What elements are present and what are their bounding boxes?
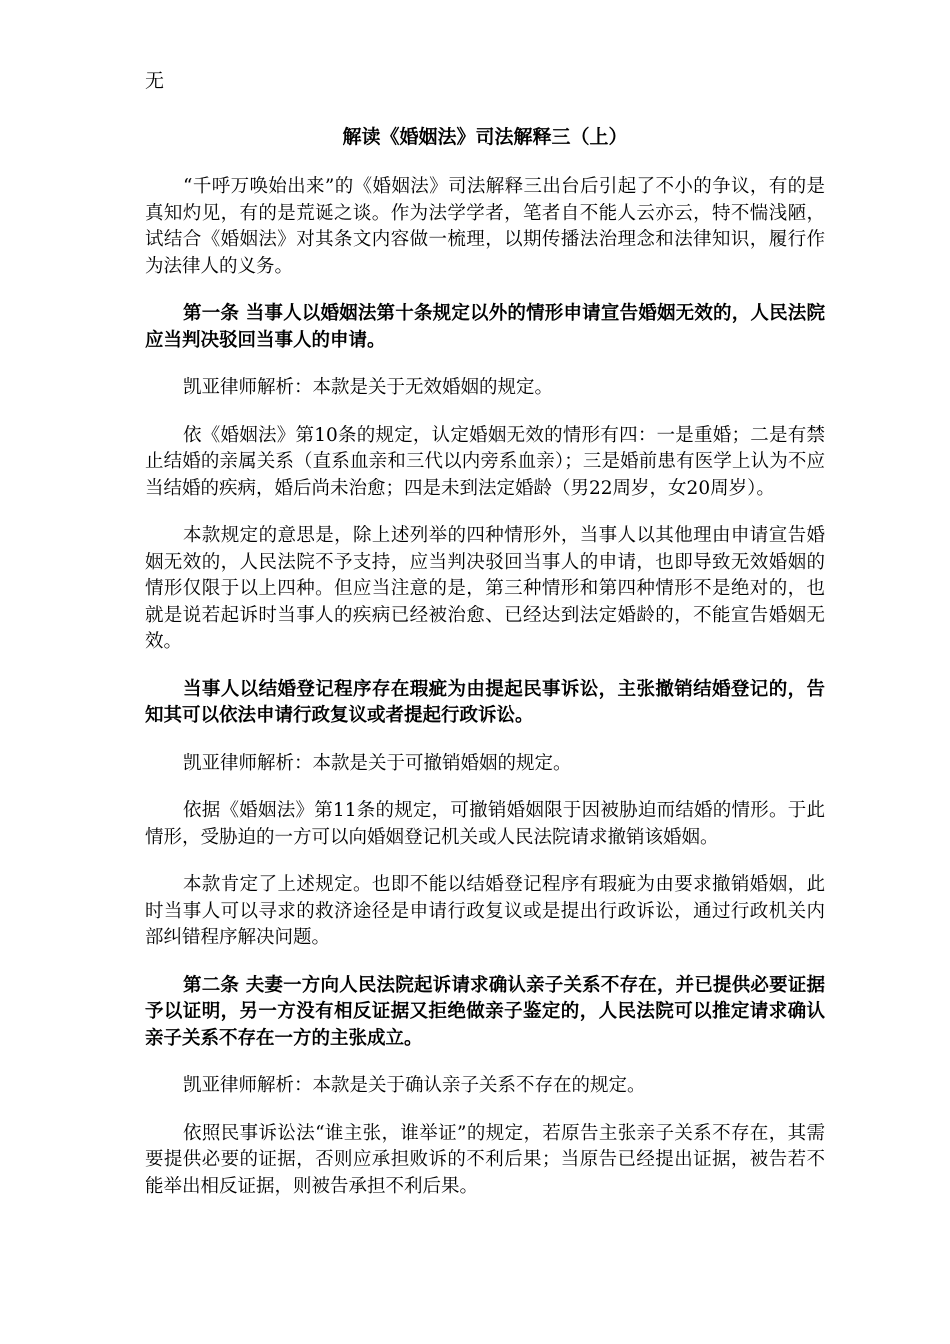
paragraph-body-2: 本款规定的意思是，除上述列举的四种情形外，当事人以其他理由申请宣告婚姻无效的，人民法院不予支持，应当判决驳回当事人的申请，也即导致无效婚姻的情形仅限于以上四种。但应当注意的是，第三种情形和第四种情形不是绝对的，也就是说若起诉时当事人的疾病已经被治愈、已经达到法定婚龄的，不能宣告婚姻无效。 (145, 525, 825, 652)
paragraph-analysis-3: 凯亚律师解析：本款是关于确认亲子关系不存在的规定。 (183, 1075, 646, 1096)
paragraph-intro: “千呼万唤始出来”的《婚姻法》司法解释三出台后引起了不小的争议，有的是真知灼见，有的是荒诞之谈。作为法学学者，笔者自不能人云亦云，特不惴浅陋，试结合《婚姻法》对其条文内容做一梳理，以期传播法治理念和法律知识，履行作为法律人的义务。 (145, 176, 825, 277)
paragraph-article-2: 第二条 夫妻一方向人民法院起诉请求确认亲子关系不存在，并已提供必要证据予以证明，另一方没有相反证据又拒绝做亲子鉴定的，人民法院可以推定请求确认亲子关系不存在一方的主张成立。 (145, 974, 825, 1049)
document-body (145, 174, 825, 1221)
paragraph-article-1: 第一条 当事人以婚姻法第十条规定以外的情形申请宣告婚姻无效的，人民法院应当判决驳回当事人的申请。 (145, 303, 825, 351)
paragraph-analysis-1: 凯亚律师解析：本款是关于无效婚姻的规定。 (183, 377, 554, 398)
paragraph-body-3: 依据《婚姻法》第11条的规定，可撤销婚姻限于因被胁迫而结婚的情形。于此情形，受胁迫的一方可以向婚姻登记机关或人民法院请求撤销该婚姻。 (145, 800, 825, 848)
paragraph-body-1: 依《婚姻法》第10条的规定，认定婚姻无效的情形有四：一是重婚；二是有禁止结婚的亲属关系（直系血亲和三代以内旁系血亲）；三是婚前患有医学上认为不应当结婚的疾病，婚后尚未治愈；四是未到法定婚龄（男22周岁，女20周岁）。 (145, 424, 825, 499)
paragraph-body-5: 依照民事诉讼法“谁主张，谁举证”的规定，若原告主张亲子关系不存在，其需要提供必要的证据，否则应承担败诉的不利后果；当原告已经提出证据，被告若不能举出相反证据，则被告承担不利后果。 (145, 1122, 825, 1197)
paragraph-body-4: 本款肯定了上述规定。也即不能以结婚登记程序有瑕疵为由要求撤销婚姻，此时当事人可以寻求的救济途径是申请行政复议或是提出行政诉讼，通过行政机关内部纠错程序解决问题。 (145, 874, 825, 948)
paragraph-analysis-2: 凯亚律师解析：本款是关于可撤销婚姻的规定。 (183, 752, 572, 774)
document-title: 解读《婚姻法》司法解释三（上） (342, 126, 628, 148)
header-mark: 无 (145, 70, 165, 92)
paragraph-article-1-clause-2: 当事人以结婚登记程序存在瑕疵为由提起民事诉讼，主张撤销结婚登记的，告知其可以依法申请行政复议或者提起行政诉讼。 (145, 678, 825, 726)
